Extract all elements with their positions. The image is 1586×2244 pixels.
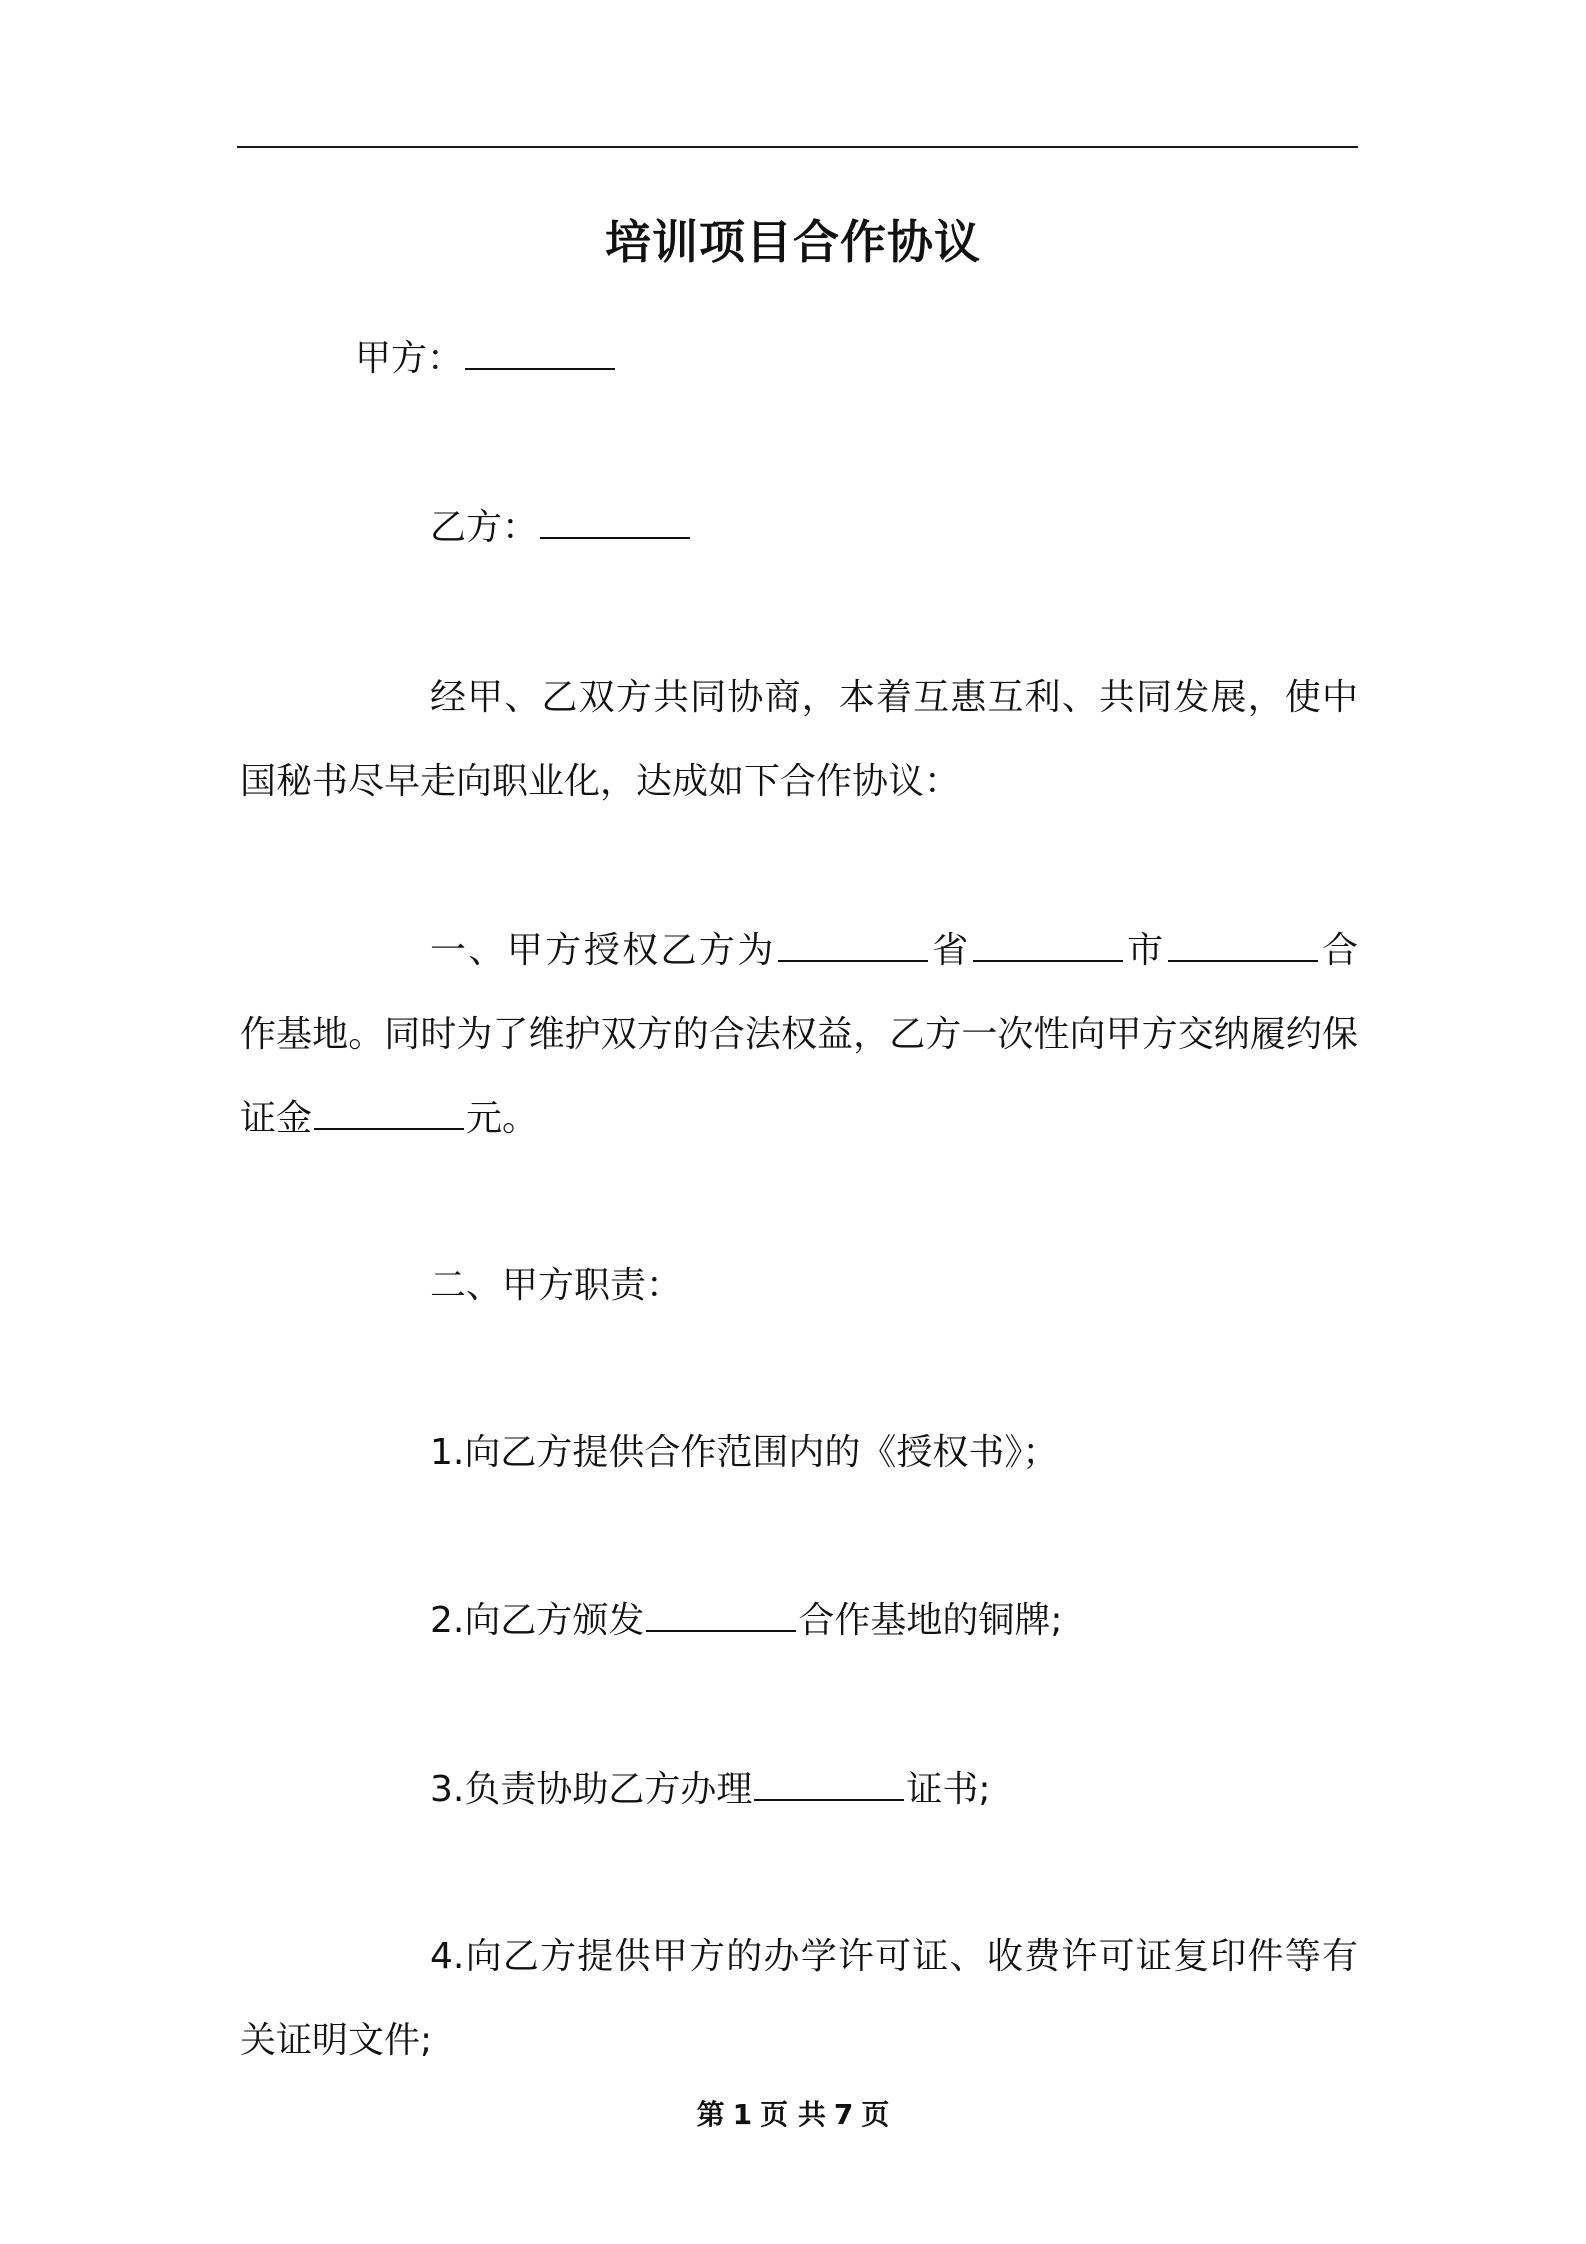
province-blank bbox=[778, 928, 928, 962]
item-2-text-b: 合作基地的铜牌; bbox=[798, 1600, 1063, 1641]
clause-1-text-a: 一、甲方授权乙方为 bbox=[430, 930, 776, 971]
page-number: 1 bbox=[732, 2098, 753, 2131]
party-b-line bbox=[240, 486, 1358, 570]
document-title: 培训项目合作协议 bbox=[605, 215, 981, 269]
city-blank bbox=[973, 928, 1123, 962]
item-2 bbox=[240, 1579, 1358, 1663]
total-pages: 7 bbox=[833, 2098, 854, 2131]
item-2-text-a: 2.向乙方颁发 bbox=[430, 1600, 645, 1641]
item-3-text-a: 3.负责协助乙方办理 bbox=[430, 1769, 753, 1810]
footer-middle: 页 共 bbox=[760, 2098, 826, 2131]
party-a-label: 甲方： bbox=[355, 338, 464, 379]
clause-2-heading: 二、甲方职责： bbox=[430, 1265, 683, 1306]
footer-suffix: 页 bbox=[861, 2098, 890, 2131]
item-3 bbox=[240, 1748, 1358, 1832]
intro-paragraph: 经甲、乙双方共同协商，本着互惠互利、共同发展，使中国秘书尽早走向职业化，达成如下合作协议： bbox=[240, 677, 1358, 802]
page-footer bbox=[0, 2093, 1586, 2133]
footer-prefix: 第 bbox=[696, 2098, 725, 2131]
item-3-blank bbox=[754, 1767, 904, 1801]
party-b-label: 乙方： bbox=[430, 507, 539, 548]
item-1: 1.向乙方提供合作范围内的《授权书》； bbox=[430, 1432, 1059, 1473]
clause-1-text-d: 合作基地。同时为了维护双方的合法权益，乙方一次性向甲方交纳履约保证金 bbox=[240, 930, 1358, 1139]
base-blank bbox=[1168, 928, 1318, 962]
clause-1-text-c: 市 bbox=[1124, 930, 1166, 971]
party-a-line bbox=[240, 317, 1358, 401]
clause-1-text-e: 元。 bbox=[466, 1098, 539, 1139]
deposit-blank bbox=[314, 1096, 464, 1130]
clause-1-text-b: 省 bbox=[929, 930, 971, 971]
clause-1-paragraph bbox=[240, 909, 1358, 1161]
item-4: 4.向乙方提供甲方的办学许可证、收费许可证复印件等有关证明文件; bbox=[240, 1936, 1358, 2061]
item-2-blank bbox=[646, 1598, 796, 1632]
party-b-blank bbox=[540, 505, 690, 539]
item-3-text-b: 证书; bbox=[906, 1769, 991, 1810]
party-a-blank bbox=[465, 336, 615, 370]
header-rule bbox=[237, 146, 1358, 148]
